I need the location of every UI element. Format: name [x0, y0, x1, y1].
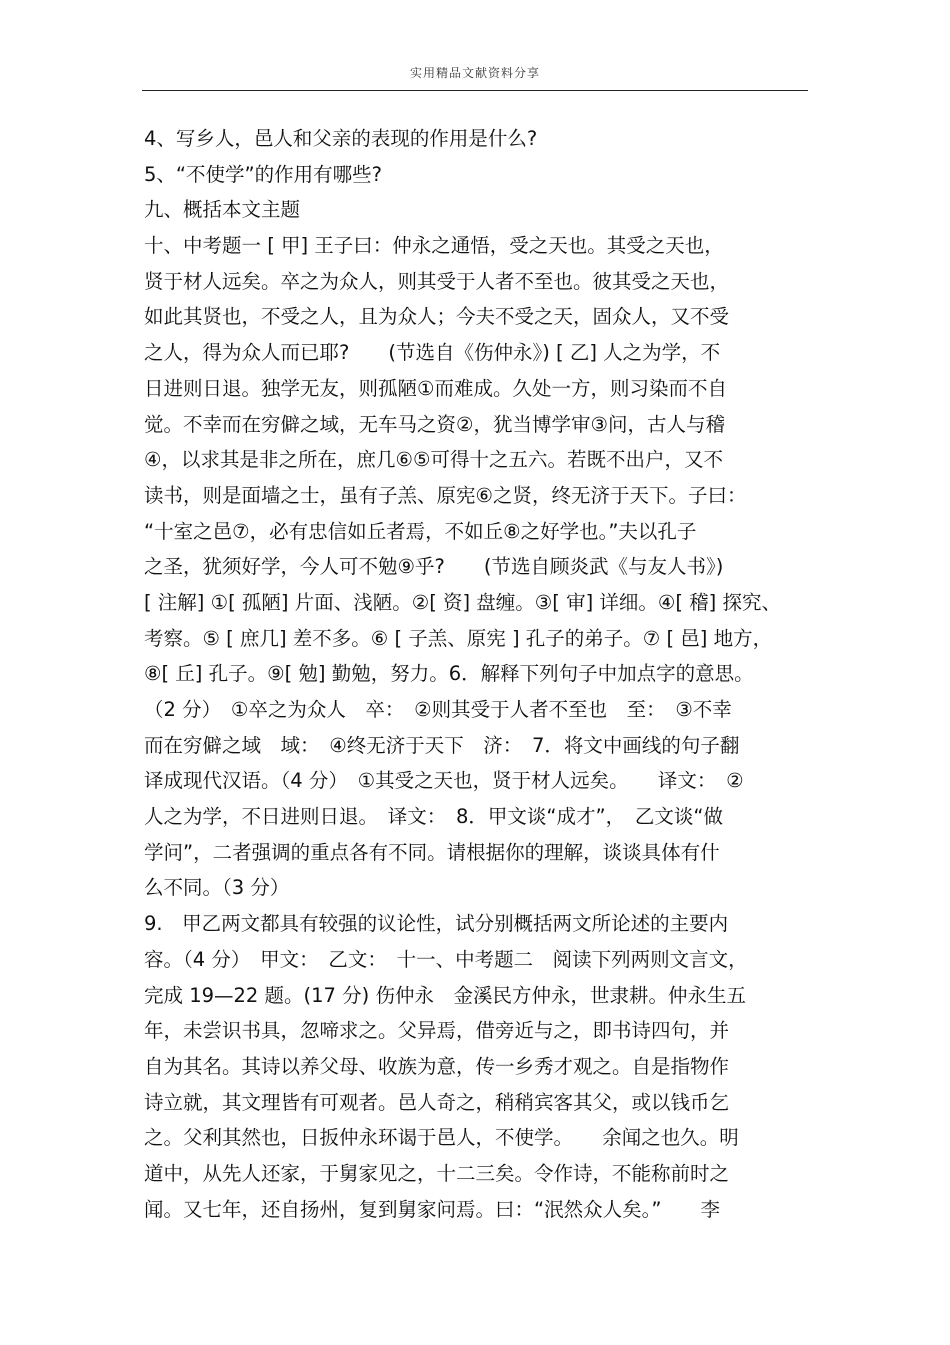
text-line: 贤于材人远矣。卒之为众人，则其受于人者不至也。彼其受之天也， — [144, 269, 730, 293]
text-line: 考察。⑤ [ 庶几] 差不多。⑥ [ 子羔、原宪 ] 孔子的弟子。⑦ [ 邑] 地方， — [144, 626, 773, 650]
text-line: 5、“不使学”的作用有哪些? — [144, 162, 382, 186]
text-line: 道中，从先人还家，于舅家见之，十二三矣。令作诗，不能称前时之 — [144, 1161, 730, 1185]
page-header-title: 实用精品文献资料分享 — [409, 66, 540, 80]
text-line: “十室之邑⑦，必有忠信如丘者焉，不如丘⑧之好学也。”夫以孔子 — [144, 519, 697, 543]
text-line: 而在穷僻之域 域： ④终无济于天下 济： 7．将文中画线的句子翻 — [144, 733, 740, 757]
text-line: 十、中考题一 [ 甲] 王子曰：仲永之通悟，受之天也。其受之天也， — [144, 234, 724, 258]
document-body — [144, 121, 808, 1227]
text-line: 闻。又七年，还自扬州，复到舅家问焉。曰：“泯然众人矣。” 李 — [144, 1197, 720, 1221]
text-line: 容。（4 分） 甲文： 乙文： 十一、中考题二 阅读下列两则文言文， — [144, 947, 748, 971]
text-line: 9. 甲乙两文都具有较强的议论性，试分别概括两文所论述的主要内 — [144, 912, 729, 936]
text-line: （2 分） ①卒之为众人 卒： ②则其受于人者不至也 至： ③不幸 — [144, 698, 732, 721]
text-line: 诗立就，其文理皆有可观者。邑人奇之，稍稍宾客其父，或以钱币乞 — [144, 1090, 730, 1114]
text-line: 自为其名。其诗以养父母、收族为意，传一乡秀才观之。自是指物作 — [144, 1054, 730, 1078]
text-line: [ 注解] ①[ 孤陋] 片面、浅陋。②[ 资] 盘缠。③[ 审] 详细。④[ 稽] 探究、 — [144, 590, 781, 614]
text-line: 4、写乡人，邑人和父亲的表现的作用是什么? — [144, 127, 538, 150]
header-divider — [142, 90, 808, 91]
text-line: ⑧[ 丘] 孔子。⑨[ 勉] 勤勉，努力。6．解释下列句子中加点字的意思。 — [144, 662, 754, 686]
text-line: 完成 19—22 题。(17 分) 伤仲永 金溪民方仲永，世隶耕。仲永生五 — [144, 983, 746, 1007]
text-line: 学问”，二者强调的重点各有不同。请根据你的理解，谈谈具体有什 — [144, 840, 720, 864]
text-line: 日进则日退。独学无友，则孤陋①而难成。久处一方，则习染而不自 — [144, 376, 727, 400]
text-line: 九、概括本文主题 — [144, 198, 301, 222]
text-line: 人之为学，不日进则日退。 译文： 8．甲文谈“成才”， 乙文谈“做 — [144, 805, 723, 829]
text-line: 之人，得为众人而已耶? (节选自《伤仲永》) [ 乙] 人之为学，不 — [144, 341, 721, 365]
text-line: 译成现代汉语。（4 分） ①其受之天也，贤于材人远矣。 译文： ② — [144, 769, 744, 793]
text-line: 么不同。（3 分） — [144, 876, 290, 900]
text-line: 如此其贤也，不受之人，且为众人；今夫不受之天，固众人，又不受 — [144, 305, 730, 329]
text-line: 之圣，犹须好学，今人可不勉⑨乎? (节选自顾炎武《与友人书》) — [144, 555, 724, 579]
text-line: 之。父利其然也，日扳仲永环谒于邑人，不使学。 余闻之也久。明 — [144, 1126, 739, 1150]
text-line: 读书，则是面墙之士，虽有子羔、原宪⑥之贤，终无济于天下。子曰： — [144, 483, 747, 507]
text-line: 年，未尝识书具，忽啼求之。父异焉，借旁近与之，即书诗四句，并 — [144, 1019, 730, 1043]
text-line: 觉。不幸而在穷僻之域，无车马之资②，犹当博学审③问，古人与稽 — [144, 412, 725, 436]
text-line: ④，以求其是非之所在，庶几⑥⑤可得十之五六。若既不出户，又不 — [144, 448, 723, 472]
